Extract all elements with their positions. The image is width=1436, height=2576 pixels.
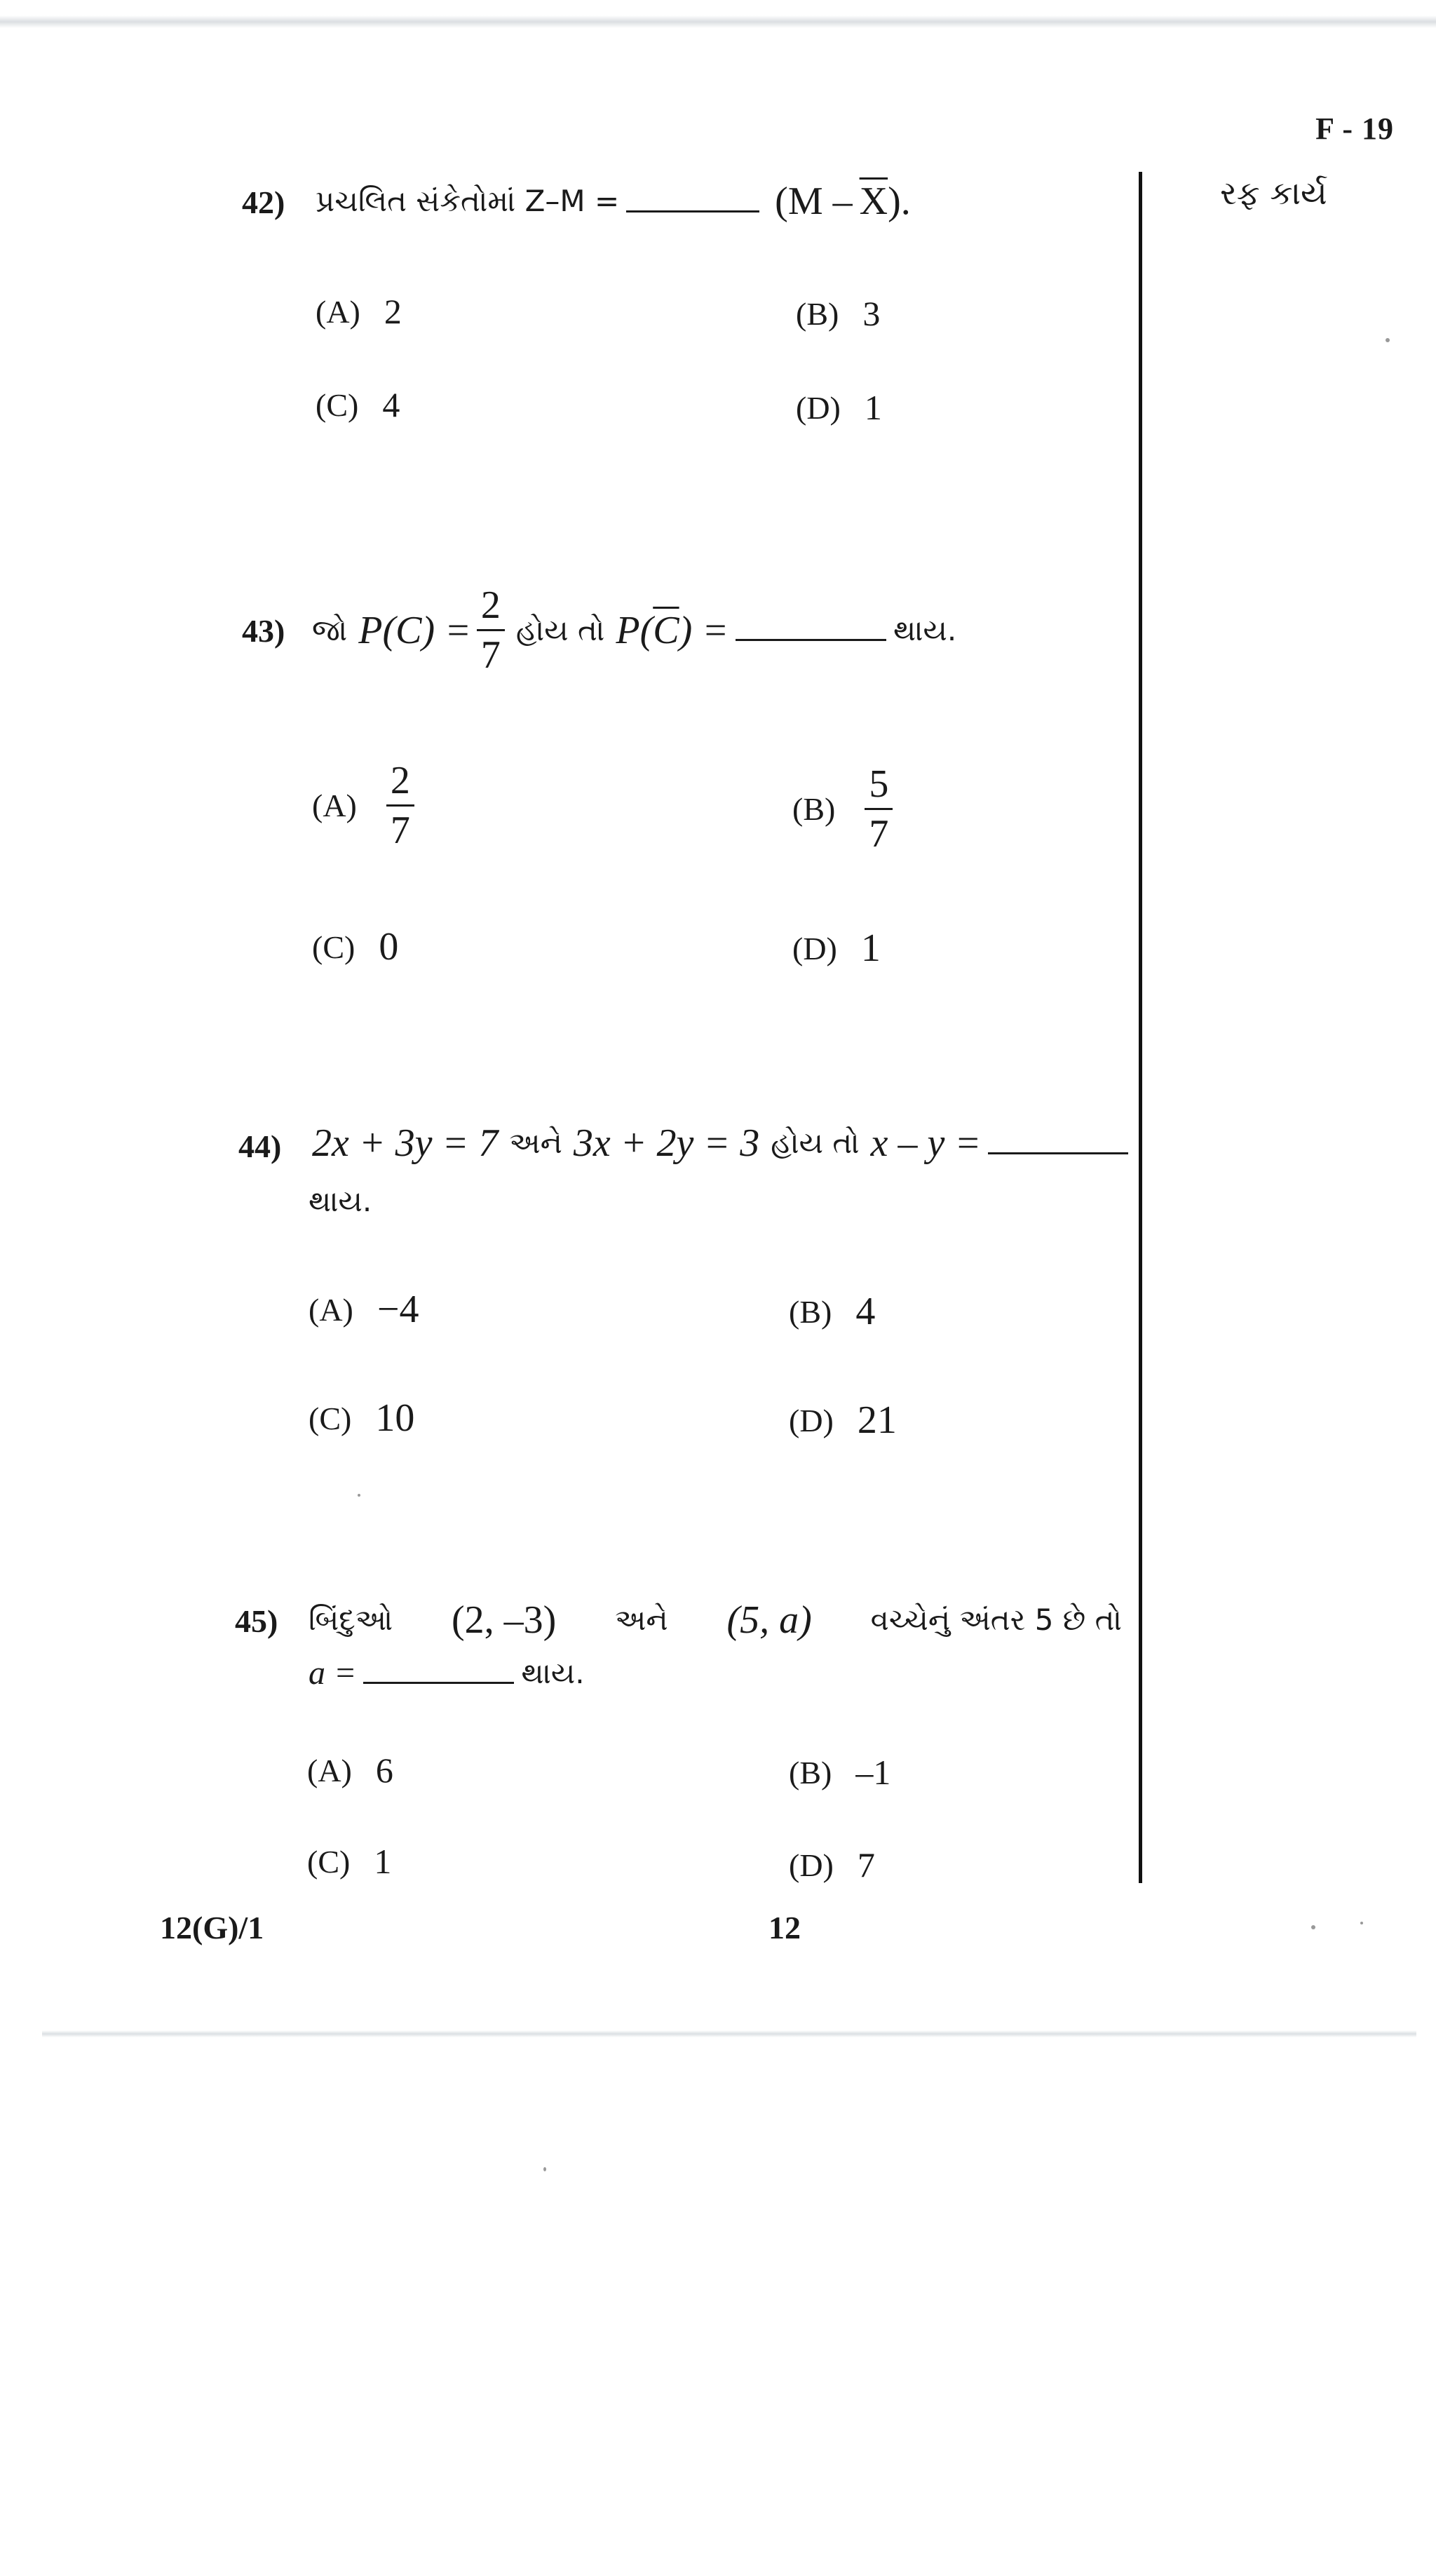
scan-edge-top — [0, 15, 1436, 28]
option-45-b[interactable] — [789, 1752, 890, 1793]
option-44-b[interactable] — [789, 1289, 875, 1334]
question-number-44: 44) — [238, 1128, 282, 1164]
answer-blank — [736, 639, 886, 641]
answer-blank — [626, 210, 759, 213]
question-text-44 — [312, 1121, 1135, 1166]
option-value: −4 — [377, 1288, 419, 1331]
option-43-a[interactable] — [312, 761, 420, 850]
option-label: (B) — [789, 1754, 832, 1791]
page-code: F - 19 — [1315, 112, 1394, 146]
question-44-text-1: અને — [509, 1126, 562, 1160]
question-text-45 — [309, 1598, 1122, 1643]
scan-speck — [1311, 1925, 1315, 1929]
option-label: (D) — [789, 1402, 834, 1438]
option-value: 4 — [382, 385, 400, 424]
option-label: (C) — [307, 1843, 351, 1880]
option-value: 1 — [864, 388, 882, 427]
question-text-42 — [316, 179, 911, 224]
fraction-numerator: 2 — [477, 586, 505, 631]
option-43-b[interactable] — [792, 764, 898, 854]
question-43-text-1: જો — [312, 612, 348, 647]
question-45-text-3: વચ્ચેનું અંતર 5 છે તો — [870, 1603, 1122, 1637]
question-44-continuation — [309, 1184, 372, 1219]
question-43-expr-2-post: ) = — [679, 608, 729, 652]
question-number-43: 43) — [242, 613, 285, 649]
option-value: 21 — [857, 1398, 897, 1442]
question-43-expr-2-pre: P( — [616, 608, 653, 652]
question-45-expr-1: (2, –3) — [451, 1598, 557, 1642]
question-44-expr-3: x – y = — [870, 1121, 982, 1165]
question-45-text-2: અને — [615, 1603, 668, 1637]
paper-code: 12(G)/1 — [160, 1910, 264, 1946]
question-43-text-2: હોય તો — [515, 612, 605, 647]
option-label: (C) — [309, 1400, 352, 1436]
option-value: 7 — [857, 1845, 875, 1884]
option-label: (C) — [316, 386, 359, 423]
option-label: (A) — [309, 1291, 353, 1328]
fraction-denominator: 7 — [869, 812, 889, 856]
question-number-45: 45) — [235, 1603, 278, 1639]
option-42-a[interactable] — [316, 291, 402, 332]
scan-speck — [1360, 1922, 1363, 1924]
option-value: 10 — [375, 1396, 415, 1440]
question-44-expr-1: 2x + 3y = 7 — [312, 1121, 499, 1165]
question-45-expr-3: a = — [309, 1654, 357, 1692]
answer-blank — [988, 1152, 1128, 1154]
option-44-c[interactable] — [309, 1396, 414, 1441]
question-43-text-3: થાય. — [893, 612, 957, 647]
fraction-numerator: 2 — [386, 761, 414, 807]
option-label: (A) — [312, 788, 357, 823]
fraction-denominator: 7 — [390, 809, 410, 852]
option-label: (B) — [796, 295, 839, 332]
option-value: 2 — [384, 292, 402, 331]
option-value: 4 — [855, 1290, 876, 1333]
option-value: 3 — [862, 294, 881, 333]
option-45-c[interactable] — [307, 1841, 391, 1882]
question-42-text: પ્રચલિત સંકેતોમાં Z–M = — [316, 184, 620, 218]
question-42-end: ). — [888, 180, 911, 223]
question-42-xbar: $\overline{X}$ — [859, 180, 888, 223]
question-44-text-2: હોય તો — [771, 1126, 860, 1160]
option-value: 0 — [379, 925, 399, 969]
question-45-continuation — [309, 1654, 585, 1692]
option-value: 1 — [860, 926, 881, 970]
option-44-a[interactable] — [309, 1287, 419, 1332]
question-45-text-4: થાય. — [521, 1655, 585, 1690]
option-43-d[interactable] — [792, 926, 881, 971]
question-44-expr-2: 3x + 2y = 3 — [573, 1121, 760, 1165]
option-42-c[interactable] — [316, 384, 400, 425]
option-44-d[interactable] — [789, 1398, 897, 1443]
scan-speck — [543, 2167, 546, 2171]
scan-speck — [1386, 338, 1390, 342]
fraction-numerator: 5 — [865, 764, 893, 810]
option-42-b[interactable] — [796, 293, 880, 334]
option-fraction — [386, 761, 414, 850]
option-label: (B) — [792, 791, 836, 827]
fraction — [477, 586, 505, 675]
option-45-d[interactable] — [789, 1845, 875, 1885]
question-text-43 — [312, 586, 956, 675]
option-label: (A) — [307, 1752, 352, 1788]
option-label: (D) — [796, 389, 841, 426]
option-label: (D) — [792, 930, 837, 966]
option-value: –1 — [855, 1753, 891, 1792]
option-value: 1 — [374, 1842, 392, 1881]
option-label: (A) — [316, 293, 360, 330]
option-label: (D) — [789, 1847, 834, 1883]
option-label: (B) — [789, 1293, 832, 1330]
option-43-c[interactable] — [312, 924, 398, 969]
page-number: 12 — [768, 1910, 801, 1946]
fraction-denominator: 7 — [480, 633, 501, 677]
rough-work-label: રફ કાર્ય — [1220, 174, 1327, 212]
option-42-d[interactable] — [796, 387, 882, 428]
option-label: (C) — [312, 929, 355, 965]
answer-blank — [363, 1682, 514, 1684]
scan-edge-bottom — [42, 2030, 1416, 2037]
question-45-expr-2: (5, a) — [726, 1598, 812, 1642]
question-43-expr-1: P(C) = — [358, 608, 471, 652]
question-44-text-3: થાય. — [309, 1184, 372, 1218]
question-number-42: 42) — [242, 184, 285, 220]
option-45-a[interactable] — [307, 1750, 393, 1791]
question-45-text-1: બિંદુઓ — [309, 1603, 393, 1637]
question-43-cbar: $\overline{C}$ — [653, 608, 679, 652]
scan-speck — [358, 1494, 360, 1497]
option-fraction — [865, 764, 893, 854]
option-value: 6 — [375, 1751, 393, 1790]
column-divider — [1139, 172, 1142, 1883]
question-42-expr: (M – — [775, 180, 853, 223]
